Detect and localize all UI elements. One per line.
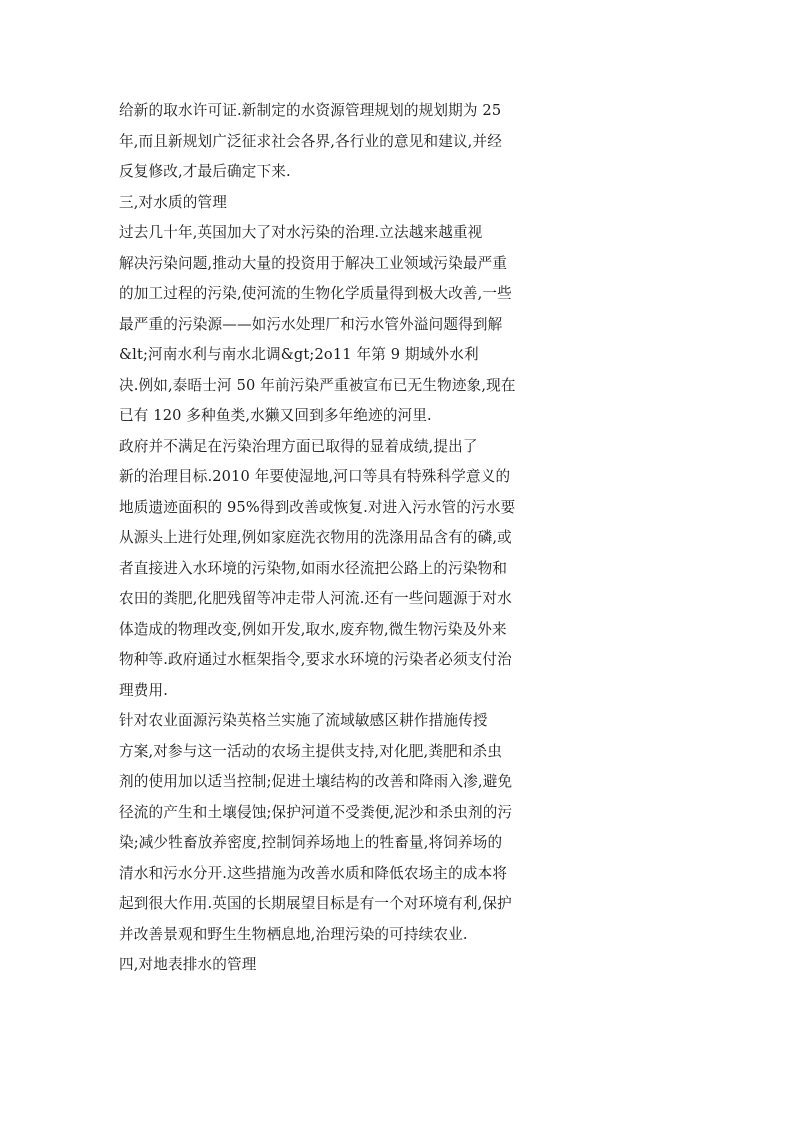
- text-line: 物种等.政府通过水框架指令,要求水环境的污染者必须支付治: [119, 651, 512, 668]
- text-line: 已有 120 多种鱼类,水獭又回到多年绝迹的河里.: [119, 407, 432, 424]
- text-line: 清水和污水分开.这些措施为改善水质和降低农场主的成本将: [119, 864, 508, 882]
- text-line: 最严重的污染源——如污水处理厂和污水管外溢问题得到解: [119, 315, 503, 333]
- section-heading: 三,对水质的管理: [119, 193, 227, 211]
- text-line: 径流的产生和土壤侵蚀;保护河道不受粪便,泥沙和杀虫剂的污: [119, 803, 513, 821]
- text-line: 年,而且新规划广泛征求社会各界,各行业的意见和建议,并经: [119, 132, 502, 150]
- text-line: 解决污染问题,推动大量的投资用于解决工业领域污染最严重: [119, 254, 508, 272]
- text-line: 者直接进入水环境的污染物,如雨水径流把公路上的污染物和: [119, 559, 508, 577]
- text-line: 方案,对参与这一活动的农场主提供支持,对化肥,粪肥和杀虫: [119, 742, 502, 760]
- text-line: 剂的使用加以适当控制;促进土壤结构的改善和降雨入渗,避免: [119, 773, 513, 790]
- text-line: 地质遗迹面积的 95%得到改善或恢复.对进入污水管的污水要: [119, 498, 516, 516]
- source-line: &lt;河南水利与南水北调&gt;2o11 年第 9 期域外水利: [119, 346, 479, 363]
- text-line: 并改善景观和野生生物栖息地,治理污染的可持续农业.: [119, 925, 468, 943]
- text-line: 新的治理目标.2010 年要使湿地,河口等具有特殊科学意义的: [119, 468, 511, 485]
- text-line: 的加工过程的污染,使河流的生物化学质量得到极大改善,一些: [119, 285, 512, 302]
- text-line: 农田的粪肥,化肥残留等冲走带人河流.还有一些问题源于对水: [119, 590, 512, 607]
- text-line: 政府并不满足在污染治理方面已取得的显着成绩,提出了: [119, 437, 478, 455]
- text-line: 针对农业面源污染英格兰实施了流域敏感区耕作措施传授: [119, 712, 488, 729]
- text-line: 染;减少牲畜放养密度,控制饲养场地上的牲畜量,将饲养场的: [119, 834, 503, 851]
- section-heading: 四,对地表排水的管理: [119, 956, 257, 973]
- text-line: 过去几十年,英国加大了对水污染的治理.立法越来越重视: [119, 224, 483, 241]
- text-line: 起到很大作用.英国的长期展望目标是有一个对环境有利,保护: [119, 895, 512, 912]
- text-line: 给新的取水许可证.新制定的水资源管理规划的规划期为 25: [119, 102, 502, 119]
- text-line: 决.例如,泰晤士河 50 年前污染严重被宣布已无生物迹象,现在: [119, 376, 516, 394]
- text-line: 理费用.: [119, 681, 169, 699]
- text-line: 体造成的物理改变,例如开发,取水,废弃物,微生物污染及外来: [119, 620, 507, 638]
- text-line: 从源头上进行处理,例如家庭洗衣物用的洗涤用品含有的磷,或: [119, 529, 512, 546]
- body-text: [119, 96, 559, 981]
- text-line: 反复修改,才最后确定下来.: [119, 163, 291, 180]
